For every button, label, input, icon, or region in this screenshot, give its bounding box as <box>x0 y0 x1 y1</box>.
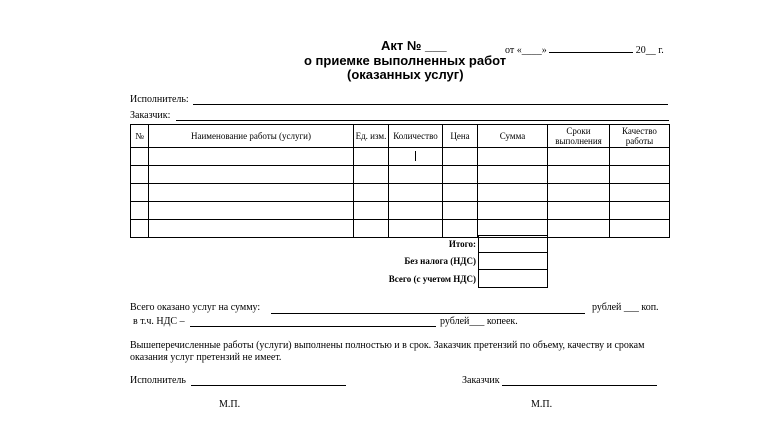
table-cell[interactable] <box>354 148 389 166</box>
no-vat-value-field[interactable] <box>478 252 548 270</box>
table-cell[interactable] <box>610 220 670 238</box>
table-cell[interactable] <box>478 166 548 184</box>
total-sum-field[interactable] <box>271 313 585 314</box>
act-subtitle-services: (оказанных услуг) <box>347 67 464 82</box>
table-cell[interactable] <box>131 148 149 166</box>
table-cell[interactable] <box>389 166 443 184</box>
table-cell[interactable] <box>548 166 610 184</box>
table-cell[interactable] <box>548 202 610 220</box>
stamp-right: М.П. <box>531 399 553 410</box>
vat-field[interactable] <box>190 326 436 327</box>
col-header-price: Цена <box>443 125 478 148</box>
col-header-quality: Качество работы <box>610 125 670 148</box>
statement-line-1: Вышеперечисленные работы (услуги) выполнены полностью и в срок. Заказчик претензий по объему, качеству и срокам <box>130 340 645 351</box>
with-vat-label: Всего (с учетом НДС) <box>388 274 476 284</box>
table-cell[interactable] <box>131 184 149 202</box>
table-cell[interactable] <box>149 184 354 202</box>
table-row <box>131 184 670 202</box>
table-cell[interactable] <box>443 184 478 202</box>
table-cell[interactable] <box>149 148 354 166</box>
customer-signature-label: Заказчик <box>462 375 500 386</box>
table-cell[interactable] <box>131 166 149 184</box>
no-vat-label: Без налога (НДС) <box>404 256 476 266</box>
col-header-unit: Ед. изм. <box>354 125 389 148</box>
with-vat-row <box>360 270 548 288</box>
col-header-quantity: Количество <box>389 125 443 148</box>
table-cell[interactable] <box>354 202 389 220</box>
table-cell[interactable] <box>548 220 610 238</box>
statement-line-2: оказания услуг претензий не имеет. <box>130 352 282 363</box>
stamp-left: М.П. <box>219 399 241 410</box>
table-row <box>131 202 670 220</box>
table-cell[interactable] <box>548 148 610 166</box>
table-cell[interactable] <box>610 166 670 184</box>
total-sum-rubles: рублей ___ коп. <box>592 302 659 313</box>
col-header-sum: Сумма <box>478 125 548 148</box>
table-cell-active[interactable] <box>389 148 443 166</box>
table-cell[interactable] <box>131 220 149 238</box>
col-header-name: Наименование работы (услуги) <box>149 125 354 148</box>
table-cell[interactable] <box>610 148 670 166</box>
date-year: 20__ г. <box>635 45 664 56</box>
table-header-row <box>131 125 670 148</box>
table-cell[interactable] <box>389 184 443 202</box>
contractor-signature-field[interactable] <box>191 385 346 386</box>
total-sum-label: Всего оказано услуг на сумму: <box>130 302 261 313</box>
table-row <box>131 166 670 184</box>
customer-field[interactable] <box>176 120 669 121</box>
table-cell[interactable] <box>443 202 478 220</box>
table-cell[interactable] <box>354 166 389 184</box>
customer-label: Заказчик: <box>130 110 171 121</box>
table-cell[interactable] <box>149 166 354 184</box>
table-cell[interactable] <box>149 202 354 220</box>
table-cell[interactable] <box>478 148 548 166</box>
table-cell[interactable] <box>548 184 610 202</box>
table-row <box>131 148 670 166</box>
vat-label: в т.ч. НДС – <box>133 316 185 327</box>
act-date <box>505 42 664 56</box>
customer-signature-field[interactable] <box>502 385 657 386</box>
total-row <box>360 235 548 253</box>
no-vat-row <box>360 252 548 270</box>
works-table <box>130 124 670 238</box>
table-cell[interactable] <box>443 166 478 184</box>
col-header-number: № <box>131 125 149 148</box>
contractor-label: Исполнитель: <box>130 94 189 105</box>
date-month-field[interactable] <box>549 42 633 53</box>
table-cell[interactable] <box>610 202 670 220</box>
table-cell[interactable] <box>610 184 670 202</box>
table-cell[interactable] <box>389 202 443 220</box>
table-cell[interactable] <box>443 148 478 166</box>
total-label: Итого: <box>448 239 476 249</box>
text-cursor <box>415 151 416 161</box>
contractor-signature-label: Исполнитель <box>130 375 186 386</box>
total-value-field[interactable] <box>478 235 548 253</box>
table-cell[interactable] <box>354 184 389 202</box>
table-cell[interactable] <box>149 220 354 238</box>
act-title: Акт № ___ <box>381 38 447 53</box>
act-subtitle: о приемке выполненных работ <box>304 53 507 68</box>
table-cell[interactable] <box>131 202 149 220</box>
contractor-field[interactable] <box>193 104 668 105</box>
vat-rubles: рублей___ копеек. <box>440 316 518 327</box>
table-cell[interactable] <box>478 202 548 220</box>
with-vat-value-field[interactable] <box>478 270 548 288</box>
date-day-prefix: от «____» <box>505 45 547 56</box>
col-header-terms: Сроки выполнения <box>548 125 610 148</box>
table-cell[interactable] <box>478 184 548 202</box>
